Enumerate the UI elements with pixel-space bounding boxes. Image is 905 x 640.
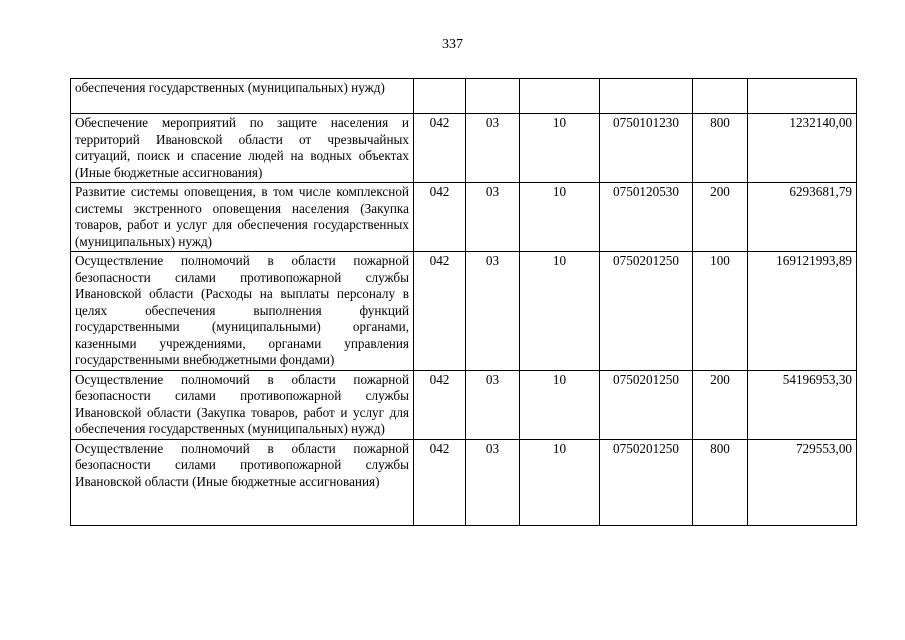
row-description: обеспечения государственных (муниципальных) нужд)	[71, 79, 414, 114]
row-section-code: 03	[466, 370, 520, 439]
row-description: Обеспечение мероприятий по защите населения и территорий Ивановской области от чрезвычайных ситуаций, поиск и спасение людей на водных объектах (Иные бюджетные ассигнования)	[71, 114, 414, 183]
row-grbs-code: 042	[414, 114, 466, 183]
table-row	[71, 370, 857, 439]
row-sum: 729553,00	[748, 439, 857, 525]
row-grbs-code: 042	[414, 252, 466, 371]
table-row	[71, 439, 857, 525]
row-section-code: 03	[466, 439, 520, 525]
row-section-code	[466, 79, 520, 114]
row-expense-type: 800	[693, 114, 748, 183]
row-subsection-code: 10	[520, 439, 600, 525]
row-target-article	[600, 79, 693, 114]
row-target-article: 0750201250	[600, 439, 693, 525]
row-description: Осуществление полномочий в области пожарной безопасности силами противопожарной службы Ивановской области (Закупка товаров, работ и услуг для обеспечения государственных (муниципальных) нужд)	[71, 370, 414, 439]
row-subsection-code	[520, 79, 600, 114]
row-sum: 54196953,30	[748, 370, 857, 439]
row-expense-type: 200	[693, 183, 748, 252]
row-grbs-code: 042	[414, 370, 466, 439]
row-expense-type: 100	[693, 252, 748, 371]
row-grbs-code	[414, 79, 466, 114]
row-sum: 6293681,79	[748, 183, 857, 252]
row-target-article: 0750201250	[600, 252, 693, 371]
row-section-code: 03	[466, 114, 520, 183]
table-row	[71, 183, 857, 252]
row-description: Развитие системы оповещения, в том числе комплексной системы экстренного оповещения населения (Закупка товаров, работ и услуг для обеспечения государственных (муниципальных) нужд)	[71, 183, 414, 252]
row-subsection-code: 10	[520, 370, 600, 439]
row-section-code: 03	[466, 252, 520, 371]
table-row	[71, 79, 857, 114]
row-expense-type	[693, 79, 748, 114]
row-subsection-code: 10	[520, 114, 600, 183]
row-sum: 1232140,00	[748, 114, 857, 183]
row-description: Осуществление полномочий в области пожарной безопасности силами противопожарной службы Ивановской области (Иные бюджетные ассигнования)	[71, 439, 414, 525]
row-description: Осуществление полномочий в области пожарной безопасности силами противопожарной службы Ивановской области (Расходы на выплаты персоналу в целях обеспечения выполнения функций государственными (муниципальными) органами, казенными учреждениями, органами управления государственными внебюджетными фондами)	[71, 252, 414, 371]
table-row	[71, 114, 857, 183]
page-number: 337	[442, 37, 463, 52]
row-target-article: 0750101230	[600, 114, 693, 183]
row-target-article: 0750201250	[600, 370, 693, 439]
row-target-article: 0750120530	[600, 183, 693, 252]
row-expense-type: 800	[693, 439, 748, 525]
row-subsection-code: 10	[520, 183, 600, 252]
row-grbs-code: 042	[414, 439, 466, 525]
row-grbs-code: 042	[414, 183, 466, 252]
row-section-code: 03	[466, 183, 520, 252]
table-row	[71, 252, 857, 371]
row-expense-type: 200	[693, 370, 748, 439]
row-sum	[748, 79, 857, 114]
row-sum: 169121993,89	[748, 252, 857, 371]
budget-table	[70, 78, 857, 526]
row-subsection-code: 10	[520, 252, 600, 371]
